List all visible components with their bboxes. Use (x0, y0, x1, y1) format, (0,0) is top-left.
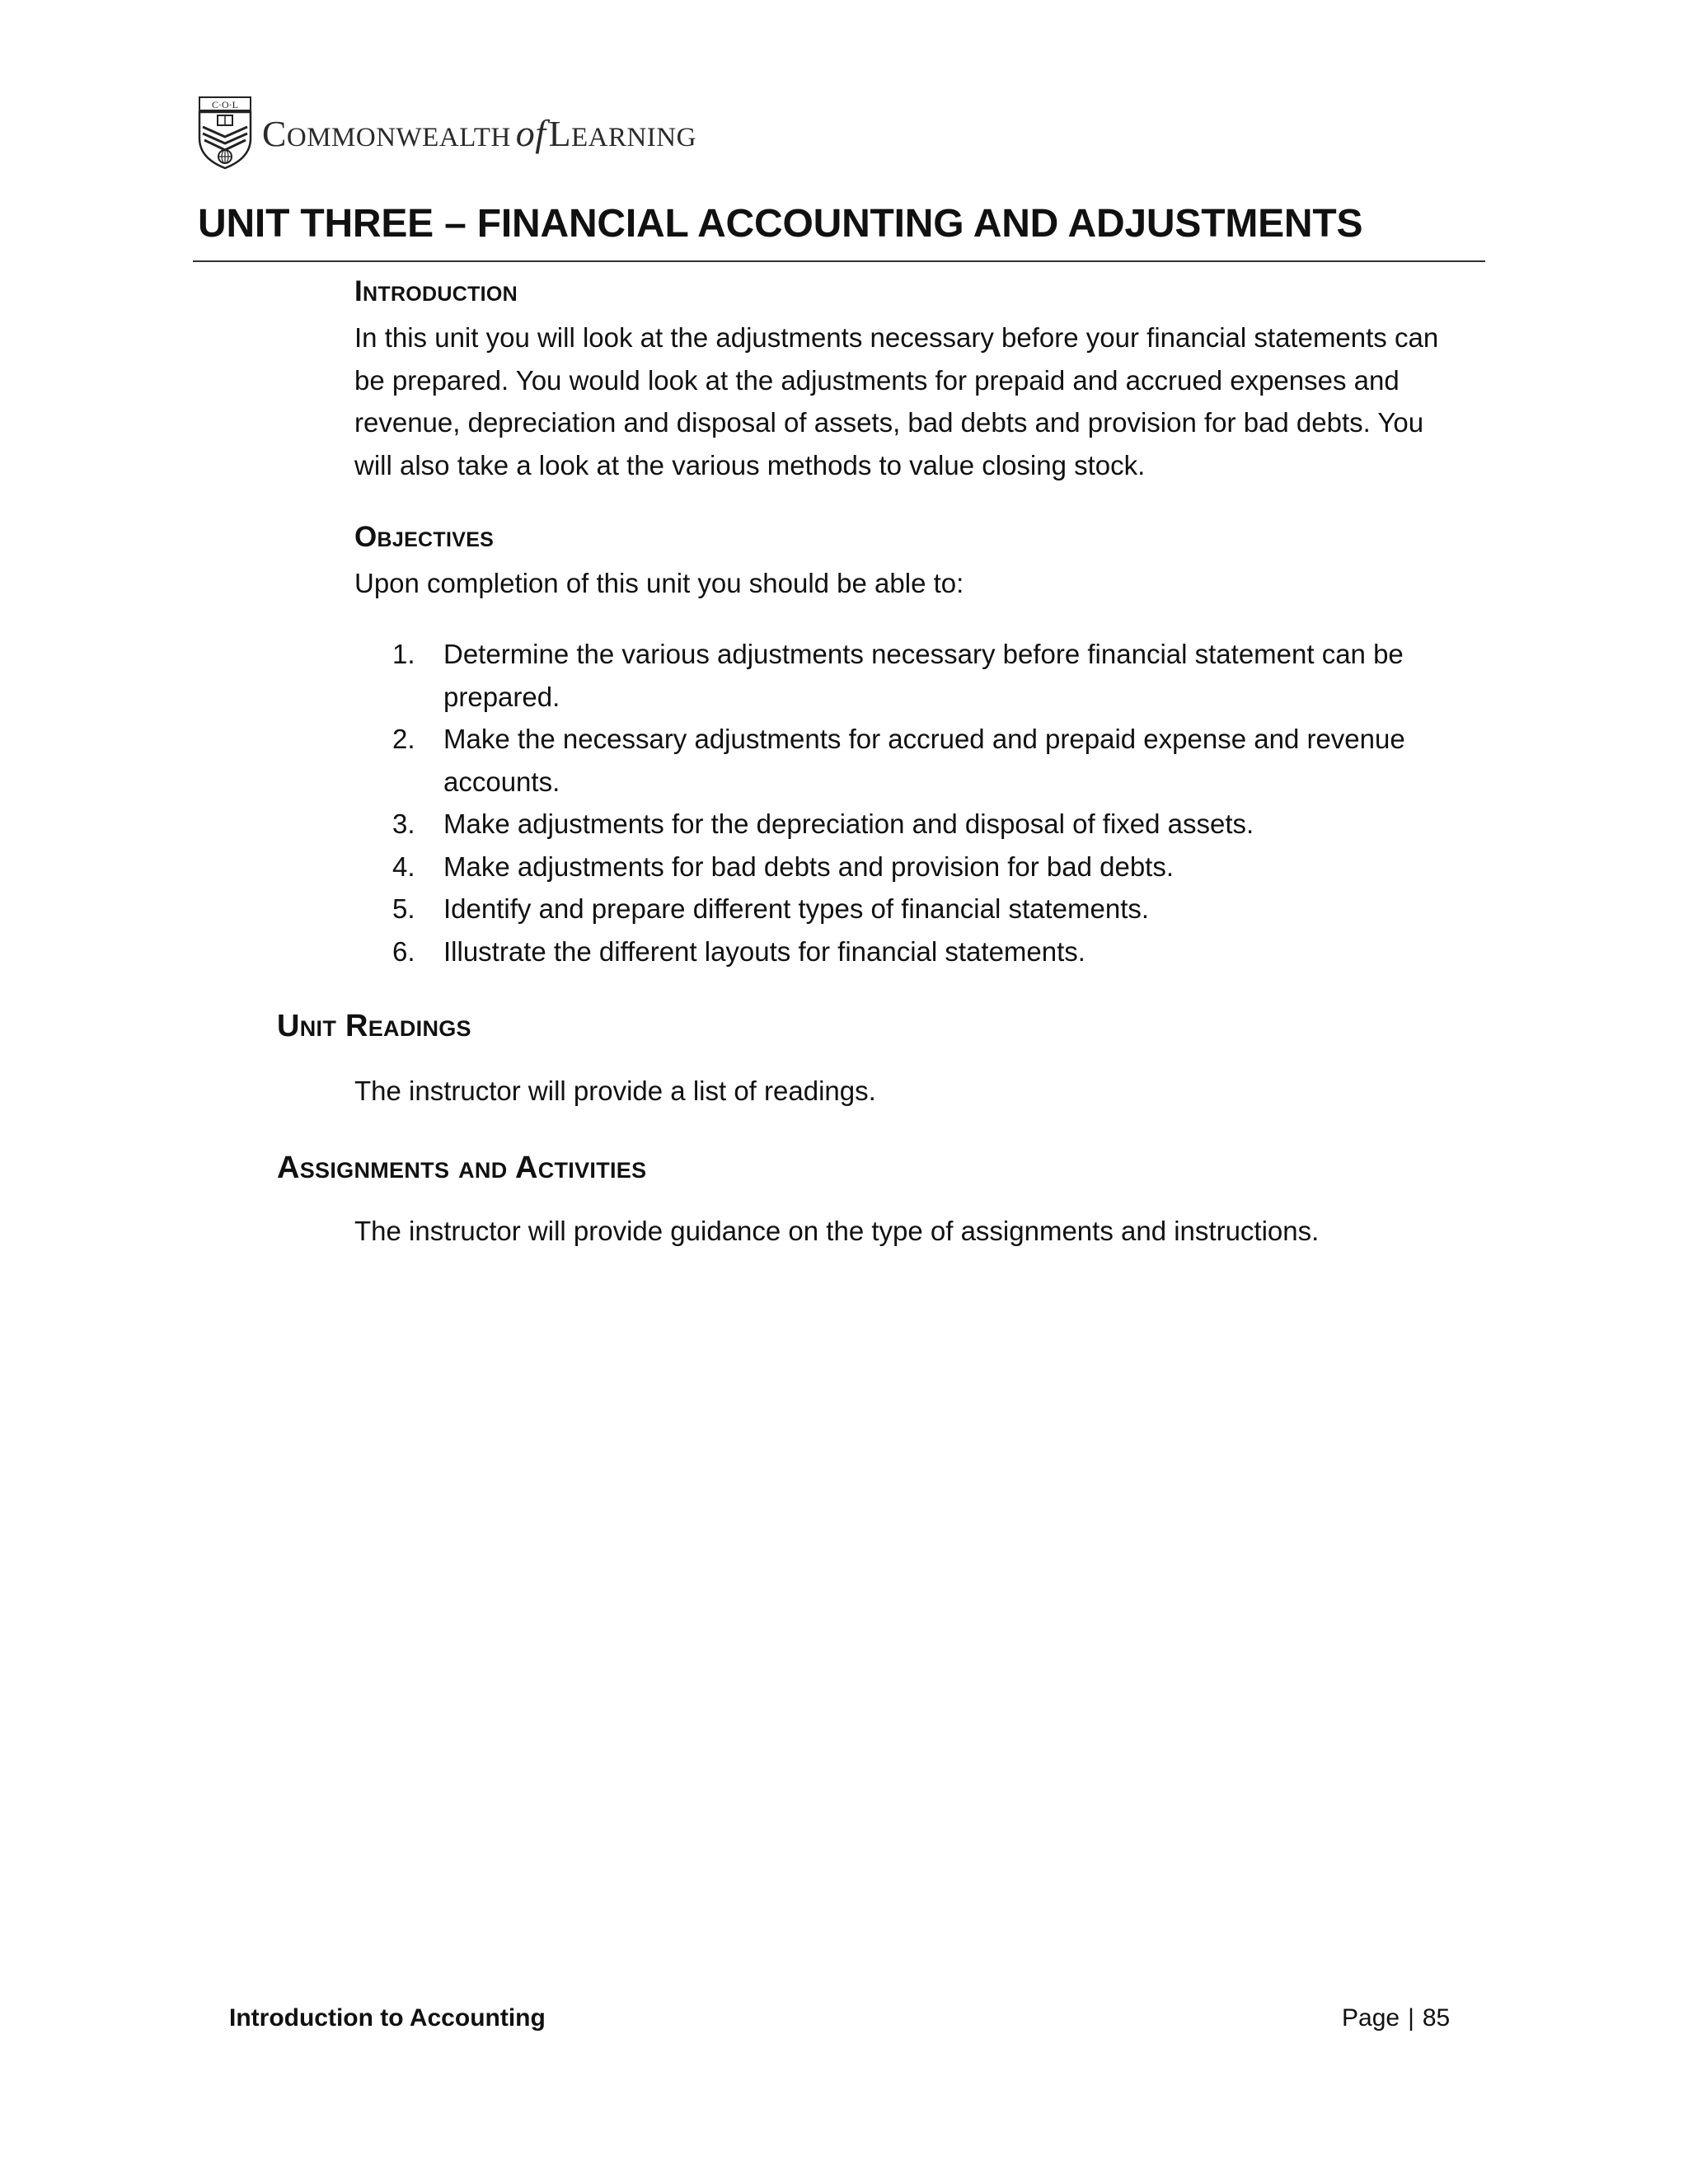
wordmark-part: OMMONWEALTH (286, 122, 511, 152)
assignments-text: The instructor will provide guidance on the type of assignments and instructions. (354, 1216, 1320, 1246)
objectives-heading: Objectives (354, 521, 495, 553)
page-separator: | (1408, 2004, 1414, 2032)
wordmark-part: EARNING (570, 122, 696, 152)
introduction-heading: Introduction (354, 275, 518, 307)
footer-page-number (1342, 2004, 1450, 2032)
list-item-line: Make the necessary adjustments for accrued and prepaid expense and revenue (443, 724, 1405, 754)
list-item-line: Identify and prepare different types of financial statements. (443, 893, 1150, 924)
list-item-line: Illustrate the different layouts for financial statements. (443, 935, 1085, 967)
paragraph-line: revenue, depreciation and disposal of assets, bad debts and provision for bad debts. You (354, 407, 1424, 438)
list-item-text (443, 633, 1405, 718)
list-item (392, 633, 1405, 718)
list-item-number: 3. (392, 808, 415, 839)
assignments-heading: Assignments and Activities (277, 1151, 647, 1185)
list-item-number: 5. (392, 893, 415, 924)
list-item (392, 846, 1405, 888)
unit-readings-heading: Unit Readings (277, 1009, 471, 1043)
list-item (392, 888, 1405, 930)
objectives-list (392, 633, 1405, 972)
list-item-number: 4. (392, 851, 415, 882)
list-item-number: 1. (392, 639, 415, 669)
paragraph-line: be prepared. You would look at the adjustments for prepaid and accrued expenses and (354, 364, 1400, 396)
introduction-paragraph (354, 316, 1438, 486)
list-item-text (443, 803, 1405, 846)
list-item-line: Make adjustments for the depreciation and disposal of fixed assets. (443, 808, 1254, 839)
list-item-text (443, 888, 1405, 930)
list-item-number: 6. (392, 935, 415, 967)
wordmark-letter: L (548, 113, 571, 154)
commonwealth-of-learning-logo (198, 96, 696, 170)
list-item-line: Determine the various adjustments necessary before financial statement can be (443, 639, 1404, 669)
list-item-number: 2. (392, 724, 415, 754)
list-item (392, 930, 1405, 973)
logo-wordmark (262, 111, 696, 155)
col-shield-emblem-icon (198, 96, 252, 170)
title-divider (193, 260, 1485, 262)
list-item-line: Make adjustments for bad debts and provision for bad debts. (443, 851, 1175, 882)
unit-readings-text: The instructor will provide a list of readings. (354, 1076, 876, 1106)
wordmark-letter: C (262, 113, 287, 154)
list-item-text (443, 846, 1405, 888)
objectives-intro: Upon completion of this unit you should be able to: (354, 568, 964, 598)
page-label: Page (1342, 2004, 1400, 2032)
list-item-line: prepared. (443, 681, 560, 712)
page-number: 85 (1422, 2004, 1451, 2032)
footer-document-title: Introduction to Accounting (229, 2004, 546, 2032)
emblem-text: C·O·L (212, 99, 238, 110)
list-item (392, 718, 1405, 803)
page-title: UNIT THREE – FINANCIAL ACCOUNTING AND ADJUSTMENTS (198, 202, 1363, 246)
paragraph-line: will also take a look at the various methods to value closing stock. (354, 449, 1146, 480)
paragraph-line: In this unit you will look at the adjustments necessary before your financial statements can (354, 322, 1439, 353)
wordmark-of: of (515, 111, 546, 154)
list-item-line: accounts. (443, 766, 560, 797)
list-item-text (443, 930, 1405, 973)
list-item (392, 803, 1405, 846)
list-item-text (443, 718, 1405, 803)
